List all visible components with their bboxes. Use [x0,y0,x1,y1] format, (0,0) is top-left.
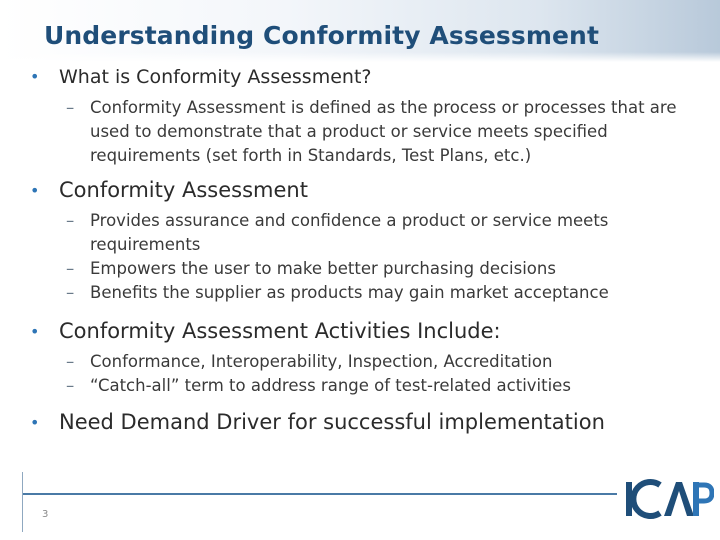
dash-icon: – [66,259,75,278]
dash-icon: – [66,283,75,302]
bullet-text: Conformity Assessment [59,178,308,202]
dash-icon: – [66,98,75,117]
sub-bullet-text: Conformity Assessment is defined as the process or processes that are used to demonstrate that a product or service meets specified requirements (set forth in Standards, Test Plans, etc.) [90,98,677,165]
sub-bullet-item [30,96,710,168]
bullet-item [30,64,710,90]
sub-bullet-text: “Catch-all” term to address range of test-related activities [90,376,571,395]
sub-bullet-item [30,257,710,281]
bullet-item [30,176,710,204]
bullet-icon: • [30,181,40,200]
bullet-item [30,317,710,345]
sub-bullet-text: Provides assurance and confidence a product or service meets requirements [90,211,609,254]
sub-bullet-item [30,281,710,305]
dash-icon: – [66,211,75,230]
slide-content [30,64,710,436]
sub-bullet-text: Benefits the supplier as products may gain market acceptance [90,283,609,302]
sub-bullet-text: Conformance, Interoperability, Inspection, Accreditation [90,352,553,371]
bullet-icon: • [30,322,40,341]
dash-icon: – [66,352,75,371]
sub-bullet-item [30,350,710,374]
slide-title: Understanding Conformity Assessment [44,21,599,50]
bullet-icon: • [30,67,40,86]
bullet-text: What is Conformity Assessment? [59,66,372,88]
sub-bullet-item [30,374,710,398]
page-number: 3 [42,509,49,520]
footer-divider [22,493,617,495]
bullet-icon: • [30,413,40,432]
dash-icon: – [66,376,75,395]
bullet-text: Conformity Assessment Activities Include: [59,319,501,343]
bullet-item [30,408,710,436]
sub-bullet-text: Empowers the user to make better purchasing decisions [90,259,556,278]
icap-logo [624,475,714,521]
sub-bullet-item [30,209,710,257]
footer-vertical-divider [22,472,23,532]
bullet-text: Need Demand Driver for successful implementation [59,410,605,434]
